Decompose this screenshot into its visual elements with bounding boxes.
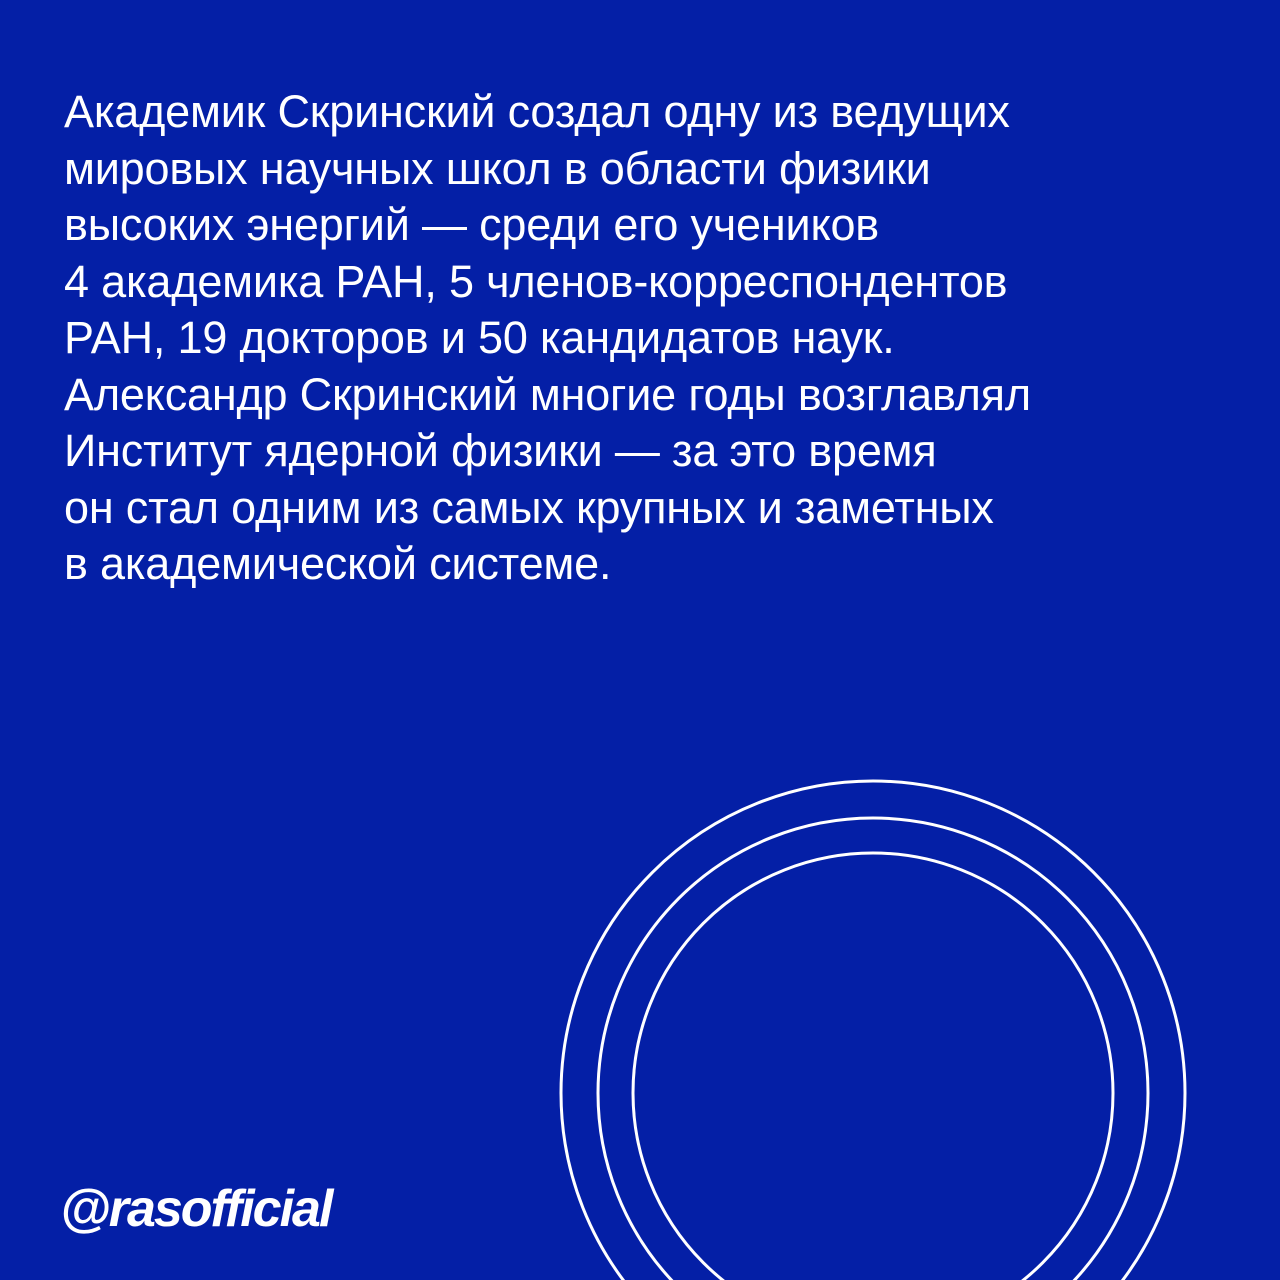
text-line: РАН, 19 докторов и 50 кандидатов наук. (64, 312, 895, 363)
text-line: в академической системе. (64, 538, 612, 589)
inner-ring (633, 853, 1113, 1280)
text-line: Институт ядерной физики — за это время (64, 425, 937, 476)
text-line: мировых научных школ в области физики (64, 142, 931, 194)
text-line: 4 академика РАН, 5 членов-корреспондентов (64, 255, 1008, 307)
text-line: высоких энергий — среди его учеников (64, 199, 879, 250)
account-handle: @rasofficial (60, 1180, 332, 1238)
outer-ring (561, 781, 1185, 1280)
text-line: Александр Скринский многие годы возглавлял (64, 368, 1031, 420)
text-line: он стал одним из самых крупных и заметных (64, 481, 994, 533)
text-line: Академик Скринский создал одну из ведущих (64, 86, 1010, 137)
middle-ring (598, 818, 1148, 1280)
post-text (64, 84, 1214, 593)
